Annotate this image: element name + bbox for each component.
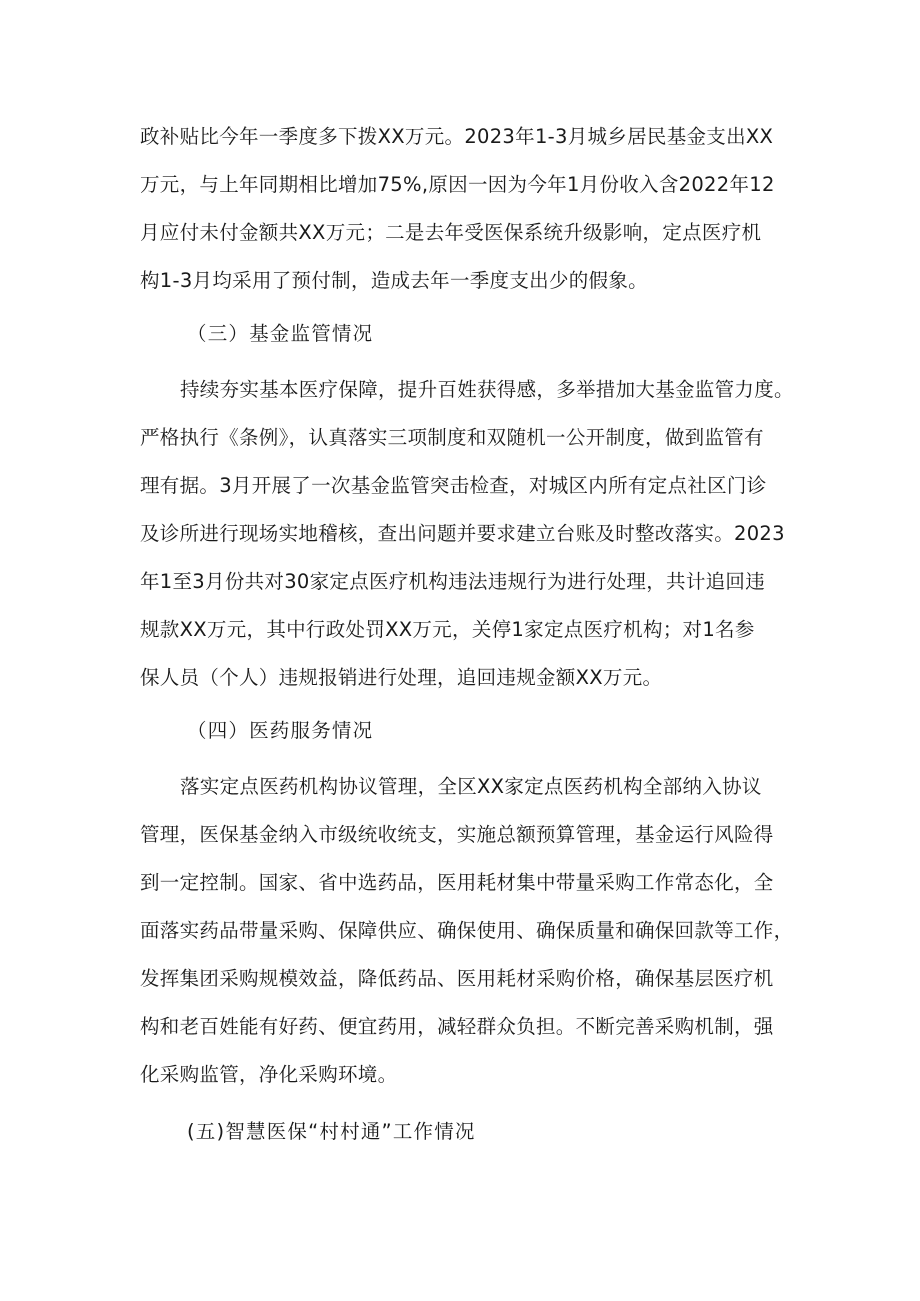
section-heading-3: （三）基金监管情况 (187, 322, 374, 345)
paragraph-line: 年1至3月份共对30家定点医疗机构违法违规行为进行处理，共计追回违 (140, 570, 766, 593)
paragraph-line: 化采购监管，净化采购环境。 (140, 1063, 398, 1086)
paragraph-line: 月应付未付金额共XX万元；二是去年受医保系统升级影响，定点医疗机 (140, 221, 762, 244)
paragraph-line: 到一定控制。国家、省中选药品，医用耗材集中带量采购工作常态化，全 (140, 871, 774, 894)
paragraph-line: 落实定点医药机构协议管理，全区XX家定点医药机构全部纳入协议 (180, 775, 762, 798)
paragraph-line: 面落实药品带量采购、保障供应、确保使用、确保质量和确保回款等工作， (140, 919, 794, 942)
paragraph-line: 保人员（个人）违规报销进行处理，追回违规金额XX万元。 (140, 666, 663, 689)
paragraph-line: 严格执行《条例》，认真落实三项制度和双随机一公开制度，做到监管有 (140, 426, 764, 449)
section-heading-4: （四）医药服务情况 (187, 719, 374, 742)
section-heading-5: (五)智慧医保“村村通”工作情况 (187, 1120, 476, 1143)
paragraph-line: 万元，与上年同期相比增加75%,原因一因为今年1月份收入含2022年12 (140, 173, 775, 196)
paragraph-line: 规款XX万元，其中行政处罚XX万元，关停1家定点医疗机构；对1名参 (140, 618, 755, 641)
paragraph-line: 管理，医保基金纳入市级统收统支，实施总额预算管理，基金运行风险得 (140, 823, 774, 846)
paragraph-line: 持续夯实基本医疗保障，提升百姓获得感，多举措加大基金监管力度。 (180, 378, 794, 401)
paragraph-line: 理有据。3月开展了一次基金监管突击检查，对城区内所有定点社区门诊 (140, 474, 767, 497)
paragraph-line: 构和老百姓能有好药、便宜药用，减轻群众负担。不断完善采购机制，强 (140, 1015, 774, 1038)
paragraph-line: 政补贴比今年一季度多下拨XX万元。2023年1-3月城乡居民基金支出XX (140, 125, 774, 148)
paragraph-line: 构1-3月均采用了预付制，造成去年一季度支出少的假象。 (140, 269, 648, 292)
paragraph-line: 发挥集团采购规模效益，降低药品、医用耗材采购价格，确保基层医疗机 (140, 967, 774, 990)
paragraph-line: 及诊所进行现场实地稽核，查出问题并要求建立台账及时整改落实。2023 (140, 522, 785, 545)
